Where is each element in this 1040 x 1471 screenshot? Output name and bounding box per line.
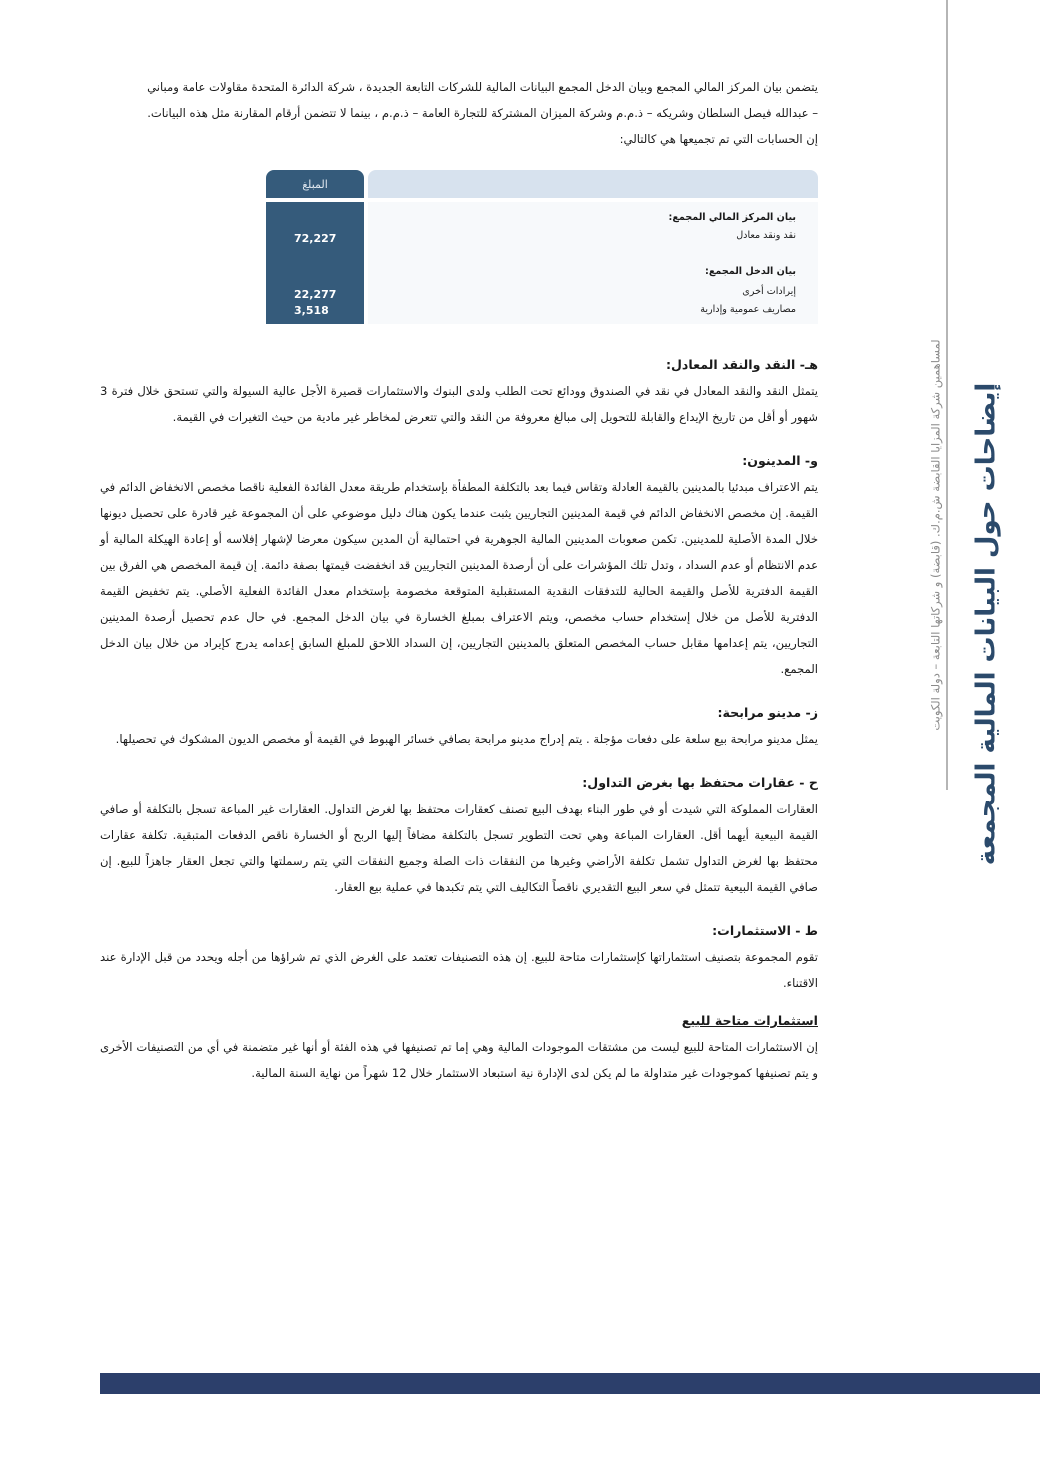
income-title: بيان الدخل المجمع: bbox=[705, 266, 796, 277]
margin-divider bbox=[946, 0, 948, 790]
section-ha-body: العقارات المملوكة التي شيدت أو في طور البناء بهدف البيع تصنف كعقارات محتفظ بها لغرض التداول. العقارات غير المباعة تسجل بالتكلفة أو صافي القيمة البيعية أيهما أقل. العقارات المباعة وهي تحت التطوير تسجل بالتكلفة مضافاً إليها الربح أو الخسارة ناقص الدفعات المتبقية. تكلفة عقارات محتفظ بها لغرض التداول تشمل تكلفة الأراضي وغيرها من النفقات ذات الصلة وجميع النفقات التي يتم رسملتها والتي تجعل العقار جاهزاً للبيع. إن صافي القيمة البيعية تتمثل في سعر البيع التقديري ناقصاً التكاليف التي يتم تكبدها في عملية بيع العقار. bbox=[100, 802, 818, 894]
consolidated-accounts-table bbox=[266, 170, 818, 324]
side-subtitle-text: لمساهمين شركة المزايا القابضة ش.م.ك. (قابضة) و شركاتها التابعة – دولة الكويت bbox=[929, 339, 943, 731]
amount-column bbox=[266, 202, 364, 324]
admin-expenses-label: مصاريف عمومية وإدارية bbox=[700, 304, 796, 315]
section-z-body: يمثل مدينو مرابحة بيع سلعة على دفعات مؤجلة . يتم إدراج مدينو مرابحة بصافي خسائر الهبوط في القيمة أو مخصص الديون المشكوك في تحصيلها. bbox=[115, 732, 818, 746]
section-afs-body: إن الاستثمارات المتاحة للبيع ليست من مشتقات الموجودات المالية وهي إما تم تصنيفها في هذه الفئة أو أنها غير متضمنة في أي من التصنيفات الأخرى و يتم تصنيفها كموجودات غير متداولة ما لم يكن لدى الإدارة نية استبعاد الاستثمار خلال 12 شهراً من نهاية السنة المالية. bbox=[100, 1040, 818, 1080]
intro-line-3: إن الحسابات التي تم تجميعها هي كالتالي: bbox=[619, 132, 818, 146]
section-w-title: و- المدينون: bbox=[742, 453, 818, 468]
section-ta-body: تقوم المجموعة بتصنيف استثماراتها كإستثمارات متاحة للبيع. إن هذه التصنيفات تعتمد على الغرض الذي تم شراؤها من أجله ويحدد من قبل الإدارة عند الاقتناء. bbox=[100, 950, 818, 990]
section-ta-title: ط - الاستثمارات: bbox=[712, 923, 818, 938]
side-title-text: إيضاحات حول البيانات المالية المجمعة bbox=[971, 382, 1002, 866]
footer-bar bbox=[100, 1373, 1040, 1394]
fp-cash-amount: 72,227 bbox=[294, 232, 337, 245]
section-z-title: ز- مدينو مرابحة: bbox=[717, 705, 818, 720]
side-subtitle bbox=[926, 300, 946, 770]
other-income-label: إيرادات أخرى bbox=[742, 286, 796, 297]
section-h-title: هـ- النقد والنقد المعادل: bbox=[665, 357, 818, 372]
intro-line-1: يتضمن بيان المركز المالي المجمع وبيان الدخل المجمع البيانات المالية للشركات التابعة الجديدة ، شركة الدائرة المتحدة مقاولات عامة ومباني bbox=[147, 80, 818, 94]
fp-cash-label: نقد ونقد معادل bbox=[736, 230, 796, 241]
fp-title: بيان المركز المالي المجمع: bbox=[668, 212, 796, 223]
description-column bbox=[368, 202, 818, 324]
side-title bbox=[968, 382, 1004, 866]
intro-line-2: – عبدالله فيصل السلطان وشريكه – ذ.م.م وشركة الميزان المشتركة للتجارة العامة – ذ.م.م ، بينما لا تتضمن أرقام المقارنة مثل هذه البيانات. bbox=[147, 106, 818, 120]
section-ha-title: ح - عقارات محتفظ بها بغرض التداول: bbox=[582, 775, 818, 790]
description-column-header bbox=[368, 170, 818, 198]
other-income-amount: 22,277 bbox=[294, 288, 337, 301]
section-afs-title: استثمارات متاحة للبيع bbox=[681, 1013, 818, 1028]
amount-column-header: المبلغ bbox=[266, 170, 364, 198]
section-h-body: يتمثل النقد والنقد المعادل في نقد في الصندوق وودائع تحت الطلب ولدى البنوك والاستثمارات قصيرة الأجل عالية السيولة والتي تستحق خلال فترة 3 شهور أو أقل من تاريخ الإيداع والقابلة للتحويل إلى مبالغ معروفة من النقد والتي تتعرض لمخاطر غير مادية من حيث التغيرات في القيمة. bbox=[100, 384, 818, 424]
section-w-body: يتم الاعتراف مبدئيا بالمدينين بالقيمة العادلة وتقاس فيما بعد بالتكلفة المطفأة بإستخدام طريقة معدل الفائدة الفعلية ناقصا مخصص الانخفاض الدائم في القيمة. إن مخصص الانخفاض الدائم في قيمة المدينين التجاريين يثبت عندما يكون هناك دليل موضوعي على أن المجموعة غير قادرة على تحصيل ديونها خلال المدة الأصلية للمدينين. تكمن صعوبات المدينين المالية الجوهرية في احتمالية أن المدين سيكون معرضا لإشهار إفلاسه أو إعادة الهيكلة المالية أو عدم الانتظام أو عدم السداد ، وتدل تلك المؤشرات على أن أرصدة المدينين التجاريين قد انخفضت قيمتها بصفة دائمة. إن قيمة المخصص هي الفرق بين القيمة الدفترية للأصل والقيمة الحالية للتدفقات النقدية المستقبلية المتوقعة مخصومة بإستخدام معدل الفائدة الفعلية الأصلي. يتم تخفيض القيمة الدفترية للأصل من خلال إستخدام حساب مخصص، ويتم الاعتراف بمبلغ الخسارة في بيان الدخل المجمع. في حال عدم تحصيل أرصدة المدينين التجاريين، يتم إعدامها مقابل حساب المخصص المتعلق بالمدينين التجاريين، إن السداد اللاحق للمبلغ السابق إعدامه يدرج كإيراد من خلال بيان الدخل المجمع. bbox=[100, 480, 818, 676]
admin-expenses-amount: 3,518 bbox=[294, 304, 329, 317]
